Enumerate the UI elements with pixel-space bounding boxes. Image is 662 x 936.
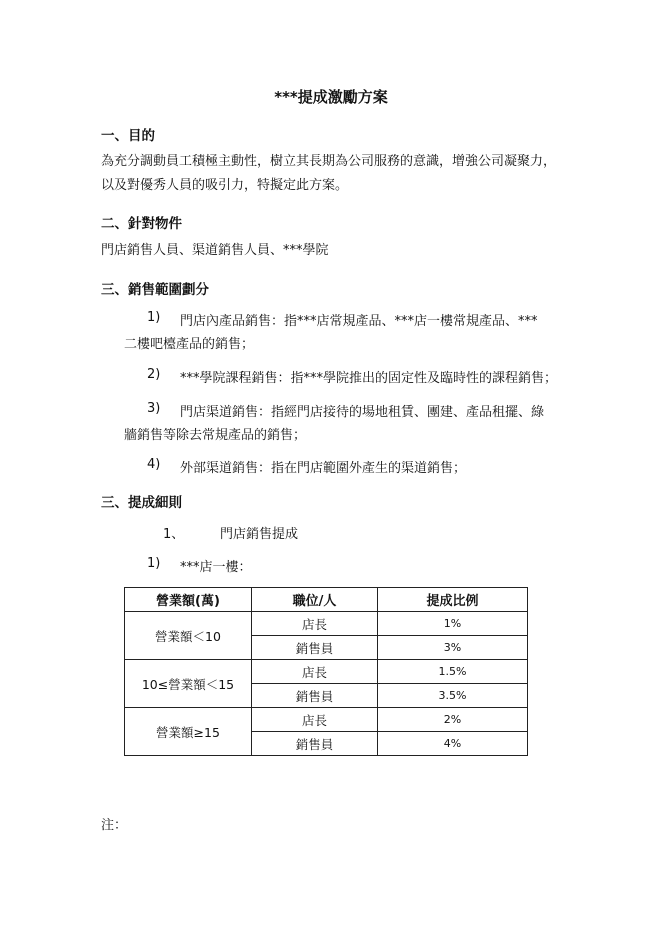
rate-cell: 1%: [378, 612, 528, 636]
document-title: ***提成激勵方案: [274, 88, 388, 106]
table-header-cell: 營業額(萬): [125, 588, 252, 612]
scope-item-line: 外部渠道銷售：指在門店範圍外產生的渠道銷售；: [180, 461, 467, 476]
revenue-range-cell: 營業額≥15: [125, 708, 252, 756]
rate-cell: 4%: [378, 732, 528, 756]
scope-item-line: 門店渠道銷售：指經門店接待的場地租賃、團建、產品租擺、綠: [180, 405, 545, 420]
purpose-text-line2: 以及對優秀人員的吸引力，特擬定此方案。: [101, 178, 349, 193]
purpose-text-line1: 為充分調動員工積極主動性，樹立其長期為公司服務的意識，增強公司凝聚力，: [101, 154, 557, 169]
section-target-heading: 二、針對物件: [101, 216, 182, 232]
scope-item-number: 2): [147, 367, 161, 382]
table-row: [125, 660, 528, 684]
section-scope-heading: 三、銷售範圍劃分: [101, 282, 209, 298]
subsection-number: 1、: [163, 527, 185, 542]
role-cell: 店長: [252, 708, 378, 732]
scope-item-number: 4): [147, 457, 161, 472]
table-row: [125, 708, 528, 732]
rate-cell: 1.5%: [378, 660, 528, 684]
store-item-title: ***店一樓：: [180, 560, 252, 575]
role-cell: 店長: [252, 660, 378, 684]
role-cell: 銷售員: [252, 732, 378, 756]
table-header-row: [125, 588, 528, 612]
revenue-range-cell: 10≤營業額＜15: [125, 660, 252, 708]
store-item-number: 1): [147, 556, 161, 571]
table-header-cell: 提成比例: [378, 588, 528, 612]
role-cell: 銷售員: [252, 636, 378, 660]
scope-item-line: 門店內產品銷售：指***店常規產品、***店一樓常規產品、***: [180, 314, 538, 329]
section-rules-heading: 三、提成細則: [101, 495, 182, 511]
revenue-range-cell: 營業額＜10: [125, 612, 252, 660]
rate-cell: 3.5%: [378, 684, 528, 708]
target-text: 門店銷售人員、渠道銷售人員、***學院: [101, 243, 329, 258]
section-purpose-heading: 一、目的: [101, 128, 155, 144]
scope-item-number: 1): [147, 310, 161, 325]
subsection-title: 門店銷售提成: [220, 527, 299, 542]
rate-cell: 3%: [378, 636, 528, 660]
scope-item-line: 二樓吧檯產品的銷售；: [124, 337, 255, 352]
table-header-cell: 職位/人: [252, 588, 378, 612]
scope-item-line: ***學院課程銷售：指***學院推出的固定性及臨時性的課程銷售；: [180, 371, 558, 386]
commission-table: [124, 587, 528, 756]
scope-item-line: 牆銷售等除去常規產品的銷售；: [124, 428, 307, 443]
note-label: 注：: [101, 818, 128, 833]
role-cell: 銷售員: [252, 684, 378, 708]
table-row: [125, 612, 528, 636]
scope-item-number: 3): [147, 401, 161, 416]
role-cell: 店長: [252, 612, 378, 636]
rate-cell: 2%: [378, 708, 528, 732]
